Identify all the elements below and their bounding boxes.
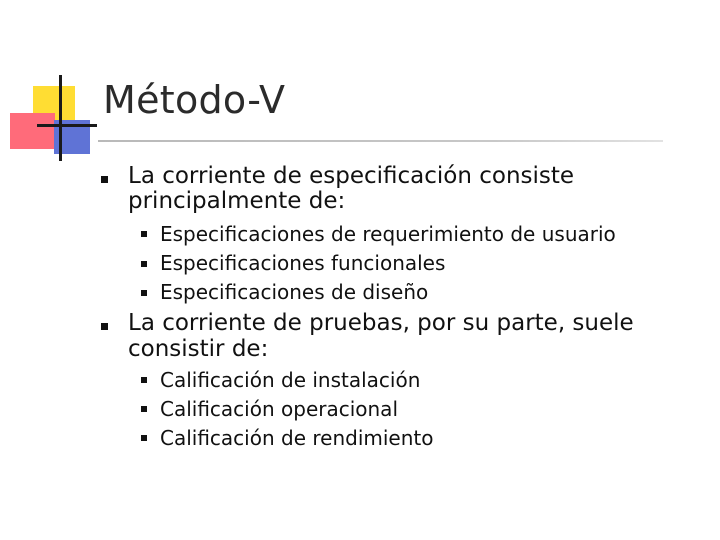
sub-bullet-square-icon	[141, 435, 147, 441]
bullet-item-text: La corriente de pruebas, por su parte, suele	[128, 310, 634, 336]
logo-horizontal-line	[37, 124, 97, 127]
sub-bullet-square-icon	[141, 231, 147, 237]
logo-vertical-line	[59, 75, 62, 161]
sub-bullet-item-text: Calificación operacional	[160, 397, 398, 421]
sub-bullet-square-icon	[141, 261, 147, 267]
bullet-item-text-continuation: principalmente de:	[128, 188, 346, 214]
sub-bullet-item-text: Especificaciones de requerimiento de usuario	[160, 222, 616, 246]
bullet-square-icon	[101, 323, 108, 330]
sub-bullet-square-icon	[141, 377, 147, 383]
sub-bullet-item-text: Calificación de instalación	[160, 368, 421, 392]
title-underline	[98, 140, 663, 142]
slide-title: Método-V	[103, 78, 286, 122]
bullet-item-text-continuation: consistir de:	[128, 336, 269, 362]
sub-bullet-square-icon	[141, 290, 147, 296]
sub-bullet-square-icon	[141, 406, 147, 412]
sub-bullet-item-text: Especificaciones funcionales	[160, 251, 446, 275]
sub-bullet-item-text: Calificación de rendimiento	[160, 426, 434, 450]
bullet-item-text: La corriente de especificación consiste	[128, 163, 575, 189]
logo-red-square	[10, 113, 55, 149]
sub-bullet-item-text: Especificaciones de diseño	[160, 280, 429, 304]
bullet-square-icon	[101, 176, 108, 183]
decorative-logo	[0, 0, 100, 170]
